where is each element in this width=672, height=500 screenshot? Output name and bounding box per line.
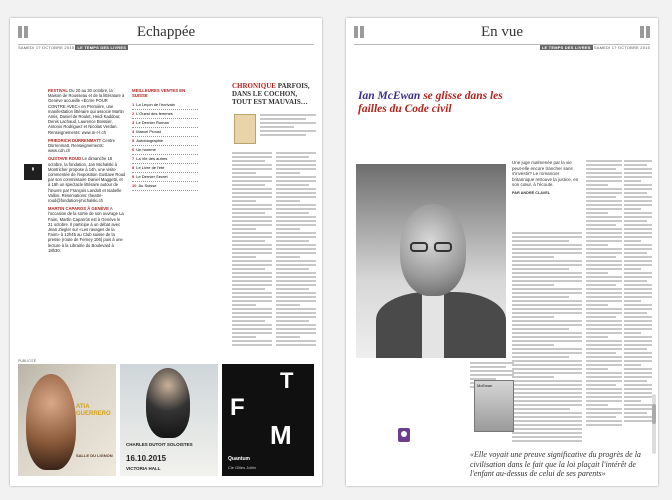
ad-concert-guerrero[interactable] <box>18 364 116 476</box>
ad1-sub: SALLE DU LIGNON <box>76 453 113 458</box>
photo-glasses-right <box>434 242 452 252</box>
article-lead: Une juge malmenée par la vie peut-elle encore trancher sans s'investir? Le romancier britannique retrouve la justice, en son cœur, à l'écoute. PAR ANDRÉ CLAVEL <box>512 160 582 197</box>
chronique-body-col2 <box>276 152 316 348</box>
left-column-news <box>48 88 126 256</box>
right-page <box>346 18 658 486</box>
author-photo <box>356 164 506 358</box>
ad3-letter-t: T <box>280 368 294 393</box>
chronique-caption-lines <box>260 114 316 138</box>
list-item: 9 Le Dernier Secret <box>132 173 198 182</box>
chronique-headline: CHRONIQUE PARFOIS, DANS LE COCHON, TOUT EST MAUVAIS… <box>232 82 310 106</box>
book-caption: McEwan <box>477 383 493 388</box>
ad-theatre-quantum[interactable] <box>222 364 314 476</box>
list-item: 8 Le Livre de l'été <box>132 164 198 173</box>
publisher-logo <box>398 428 410 442</box>
photo-shirt <box>422 292 444 358</box>
conductor-portrait <box>146 368 190 438</box>
article-body-col3 <box>586 160 622 428</box>
header-date: SAMEDI 17 OCTOBRE 2015 <box>593 45 650 50</box>
article-author: PAR ANDRÉ CLAVEL <box>512 190 551 195</box>
left-header-meta <box>18 45 128 50</box>
ad1-name: ATIA GUERRERO <box>76 404 111 417</box>
header-brand: LE TEMPS DES LIVRES <box>541 45 591 50</box>
ad3-title: Quantum <box>228 456 250 462</box>
article-headline: Ian McEwan se glisse dans les failles du Code civil <box>358 90 503 115</box>
right-header-meta <box>540 45 650 50</box>
pull-quote: «Elle voyait une preuve significative du progrès de la civilisation dans le fait que la loi plaçait l'intérêt de l'enfant au-dessus de celui de ses parents» <box>470 450 641 478</box>
header-brand: LE TEMPS DES LIVRES <box>77 45 127 50</box>
bestseller-title: MEILLEURES VENTES EN SUISSE <box>132 88 186 98</box>
list-item: 6 Un homme <box>132 146 198 155</box>
ad-concert-dutoit[interactable] <box>120 364 218 476</box>
article-body-col4 <box>624 160 652 424</box>
list-item: 10 Au Suisse <box>132 182 198 191</box>
list-item: 3 Le Dernier Roman <box>132 119 198 128</box>
chronique-body-col1 <box>232 152 272 348</box>
ad2-date: 16.10.2015 <box>126 454 167 463</box>
left-page <box>10 18 322 486</box>
news-festival: FESTIVAL Du 20 au 30 octobre, la Maison de Rousseau et de la littérature à Genève accueille «Écrire POUR CONTRE AVEC» en Première, une manifestation littéraire qui associe Martin Amis, Daniel de Roulet, Heidi Kaddour, Denis Lachaud, Laurence Boissier, Antonio Rodriguez et Nicolas Verdan. Renseignements: www.m-r-l.ch <box>48 88 125 135</box>
photo-glasses-left <box>410 242 428 252</box>
ad2-name: CHARLES DUTOIT SOLOISTES <box>126 442 193 447</box>
ad3-sub: Cie Gilles Jobin <box>228 465 256 470</box>
ad3-letter-m: M <box>270 420 292 450</box>
list-item: 4 Marcel Proust <box>132 128 198 137</box>
book-cover-image <box>234 114 256 144</box>
news-martin: MARTIN CAPAROS À GENÈVE A l'occasion de la sortie de son ouvrage La Faim, Martín Caparrós est à Genève le 21 octobre. Il participe à un débat avec Jean Ziegler sur «Les ravages de la Faim» à 12h45 au Club suisse de la presse (route de Ferney 106) puis à une lecture à la Librairie du Boulevard à 18h30. <box>48 206 124 253</box>
list-item: 7 La Vie des autres <box>132 155 198 164</box>
right-section-title: En vue <box>480 24 524 40</box>
left-section-title: Echappée <box>136 24 196 40</box>
ad-label: PUBLICITÉ <box>18 359 37 363</box>
book-cover-mcewan <box>474 380 514 432</box>
scrollbar-thumb[interactable] <box>652 404 656 424</box>
list-item: 2 L'Ouest des femmes <box>132 110 198 119</box>
news-friedrich: FRIEDRICH DÜRRENMATT Centre Dürrenmatt. Renseignements: www.cdn.ch <box>48 137 115 154</box>
singer-portrait <box>26 374 76 470</box>
header-date: SAMEDI 17 OCTOBRE 2015 <box>18 45 75 50</box>
section-tag-box: ▮ <box>24 164 42 180</box>
list-item: 1 La Leçon de l'écrivain <box>132 101 198 110</box>
ad3-letter-f: F <box>230 394 245 421</box>
ad2-venue: VICTORIA HALL <box>126 466 161 471</box>
news-gustave: GUSTAVE ROUD Le dimanche 18 octobre, la fondation, Jan Michalski à Montricher propose à 14h, une visite commentée de l'exposition Gustave Roud par son commissaire Daniel Maggetti, et à 16h un spectacle littéraire autour de l'œuvre par François Landolt et Isabelle Vallon. Réservations: theatre-roud@fondation-jmichalski.ch <box>48 156 126 204</box>
bestseller-list <box>132 88 198 191</box>
article-body-col2b <box>518 380 582 444</box>
list-item: 5 Autobiographie <box>132 137 198 146</box>
page-scrollbar[interactable] <box>652 394 656 454</box>
